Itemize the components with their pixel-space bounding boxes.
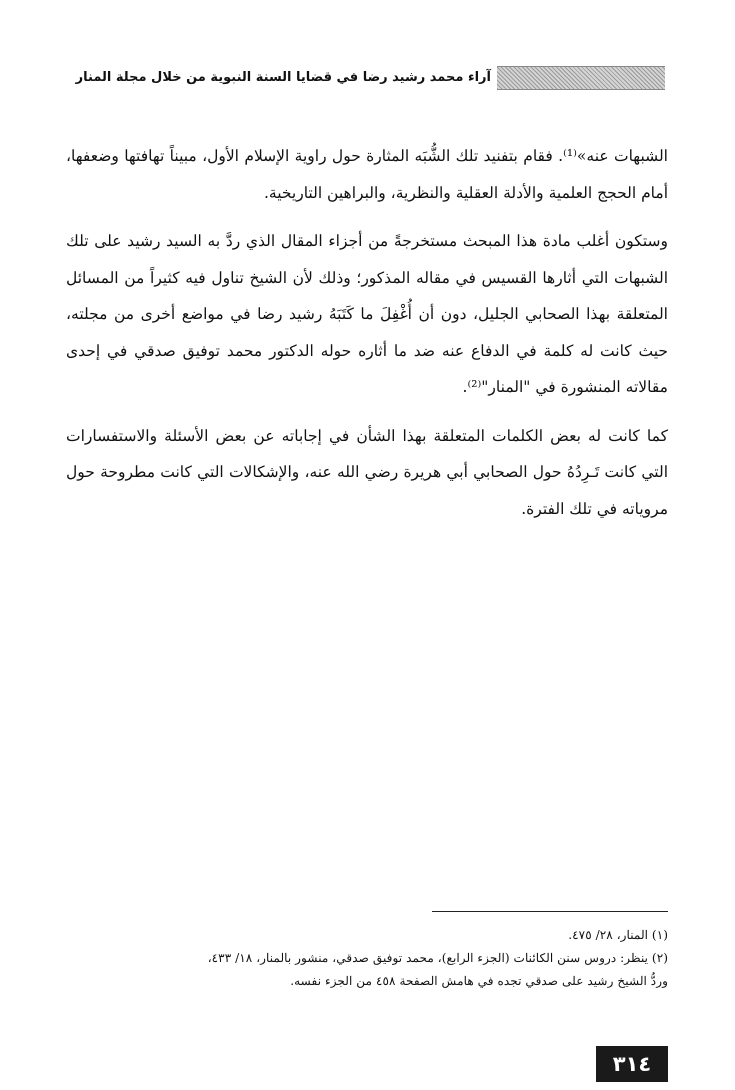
- paragraph-2: وستكون أغلب مادة هذا المبحث مستخرجةً من أجزاء المقال الذي ردَّ به السيد رشيد على تلك الشبهات التي أثارها القسيس في مقاله المذكور؛ وذلك لأن الشيخ تناول فيه كثيراً من المسائل المتعلقة بهذا الصحابي الجليل، دون أن أُغْفِلَ ما كَتَبَهُ رشيد رضا في مواضع أخرى من مجلته، حيث كانت له كلمة في الدفاع عنه ضد ما أثاره حوله الدكتور محمد توفيق صدقي في إحدى مقالاته المنشورة في "المنار"⁽²⁾.: [66, 232, 668, 396]
- paragraph-1: الشبهات عنه»⁽¹⁾. فقام بتفنيد تلك الشُّبَه المثارة حول راوية الإسلام الأول، مبيناً تهافتها وضعفها، أمام الحجج العلمية والأدلة العقلية والنظرية، والبراهين التاريخية.: [66, 147, 668, 202]
- footnote-separator: [432, 911, 668, 912]
- running-header-title: آراء محمد رشيد رضا في قضايا السنة النبوية من خلال مجلة المنار: [75, 70, 491, 85]
- footnote-2: (٢) ينظر: دروس سنن الكائنات (الجزء الرابع)، محمد توفيق صدقي، منشور بالمنار، ١٨/ ٤٣٣،: [207, 951, 668, 965]
- paragraph-3: كما كانت له بعض الكلمات المتعلقة بهذا الشأن في إجاباته عن بعض الأسئلة والاستفسارات التي كانت تَـرِدُهُ حول الصحابي أبي هريرة رضي الله عنه، والإشكالات التي كانت مطروحة حول مروياته في تلك الفترة.: [66, 426, 668, 518]
- footnote-1: (١) المنار، ٢٨/ ٤٧٥.: [568, 928, 668, 942]
- body-text: [66, 138, 668, 539]
- footnotes: [66, 924, 668, 993]
- header-ornament-band: [497, 66, 665, 90]
- footnote-2-continuation: وردُّ الشيخ رشيد على صدقي تجده في هامش الصفحة ٤٥٨ من الجزء نفسه.: [290, 974, 668, 988]
- page-number: ٣١٤: [596, 1046, 668, 1082]
